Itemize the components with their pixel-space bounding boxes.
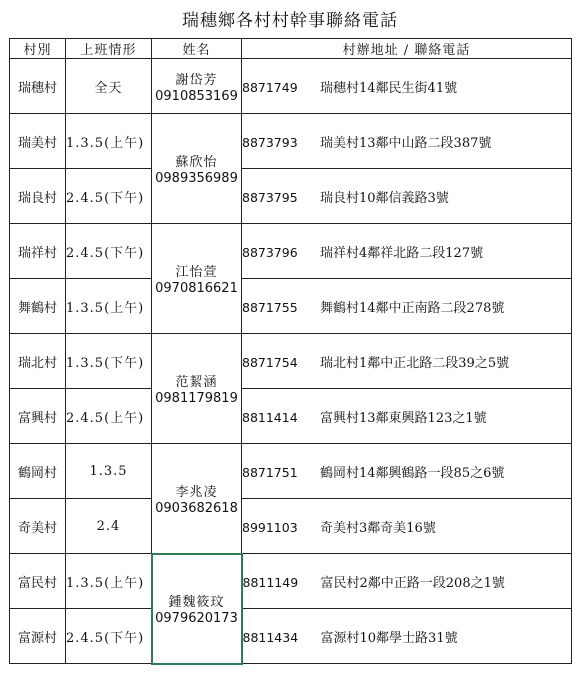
office-tel: 8873795	[242, 189, 298, 205]
schedule-cell[interactable]: 1.3.5(上午)	[66, 114, 152, 169]
office-address: 奇美村3鄰奇美16號	[320, 520, 436, 536]
schedule-cell[interactable]: 1.3.5	[66, 444, 152, 499]
contact-cell[interactable]	[242, 334, 572, 389]
office-address: 富興村13鄰東興路123之1號	[320, 410, 487, 426]
officer-phone: 0910853169	[155, 88, 238, 104]
contact-cell[interactable]	[242, 169, 572, 224]
village-cell[interactable]: 鶴岡村	[10, 444, 66, 499]
office-address: 瑞祥村4鄰祥北路二段127號	[320, 245, 484, 261]
office-address: 富源村10鄰學士路31號	[320, 630, 458, 646]
table-row	[10, 279, 572, 334]
table-row	[10, 169, 572, 224]
table-row	[10, 554, 572, 609]
header-row	[10, 39, 572, 59]
office-tel: 8871755	[242, 299, 298, 315]
office-address: 瑞北村1鄰中正北路二段39之5號	[320, 355, 510, 371]
officer-cell[interactable]	[152, 224, 242, 334]
schedule-cell[interactable]: 2.4.5(下午)	[66, 224, 152, 279]
contact-cell[interactable]	[242, 499, 572, 554]
office-address: 瑞良村10鄰信義路3號	[320, 190, 449, 206]
officer-cell[interactable]	[152, 444, 242, 554]
table-row	[10, 444, 572, 499]
village-cell[interactable]: 富民村	[10, 554, 66, 609]
office-tel: 8811414	[242, 409, 298, 425]
office-tel: 8811149	[242, 574, 299, 590]
village-cell[interactable]: 舞鶴村	[10, 279, 66, 334]
office-address: 舞鶴村14鄰中正南路二段278號	[320, 300, 505, 316]
village-cell[interactable]: 瑞北村	[10, 334, 66, 389]
table-row	[10, 334, 572, 389]
schedule-cell[interactable]: 2.4.5(上午)	[66, 389, 152, 444]
village-cell[interactable]: 瑞良村	[10, 169, 66, 224]
schedule-cell[interactable]: 1.3.5(下午)	[66, 334, 152, 389]
village-cell[interactable]: 富興村	[10, 389, 66, 444]
officer-name: 蘇欣怡	[175, 155, 218, 170]
officer-phone: 0989356989	[155, 171, 238, 186]
contact-cell[interactable]	[242, 554, 572, 609]
table-row	[10, 389, 572, 444]
table-row	[10, 224, 572, 279]
contact-cell[interactable]	[242, 59, 572, 114]
header-village[interactable]: 村別	[10, 39, 66, 59]
office-address: 鶴岡村14鄰興鶴路一段85之6號	[320, 465, 505, 481]
schedule-cell[interactable]: 2.4.5(下午)	[66, 169, 152, 224]
header-contact[interactable]: 村辦地址 / 聯絡電話	[242, 39, 572, 59]
contact-cell[interactable]	[242, 444, 572, 499]
officer-phone: 0979620173	[155, 611, 238, 626]
office-tel: 8871751	[242, 464, 298, 480]
office-tel: 8811434	[242, 629, 299, 645]
village-cell[interactable]: 奇美村	[10, 499, 66, 554]
officer-name: 謝岱芳	[175, 72, 218, 88]
office-tel: 8871754	[242, 354, 298, 370]
contact-cell[interactable]	[242, 279, 572, 334]
header-name[interactable]: 姓名	[152, 39, 242, 59]
schedule-cell[interactable]: 1.3.5(上午)	[66, 279, 152, 334]
table-row	[10, 114, 572, 169]
office-tel: 8991103	[242, 519, 298, 535]
village-cell[interactable]: 瑞穗村	[10, 59, 66, 114]
schedule-cell[interactable]: 1.3.5(上午)	[66, 554, 152, 609]
schedule-cell[interactable]: 2.4.5(下午)	[66, 609, 152, 664]
office-address: 瑞穗村14鄰民生街41號	[320, 80, 458, 96]
village-cell[interactable]: 瑞祥村	[10, 224, 66, 279]
table-row	[10, 499, 572, 554]
officer-name: 江怡萱	[175, 265, 218, 280]
office-tel: 8871749	[242, 79, 298, 95]
village-cell[interactable]: 瑞美村	[10, 114, 66, 169]
officer-name: 李兆凌	[175, 484, 218, 500]
contact-cell[interactable]	[242, 224, 572, 279]
schedule-cell[interactable]: 全天	[66, 59, 152, 114]
sheet-title: 瑞穗鄉各村村幹事聯絡電話	[182, 11, 398, 31]
officer-name: 范絜涵	[175, 375, 218, 390]
office-address: 瑞美村13鄰中山路二段387號	[320, 135, 492, 151]
office-address: 富民村2鄰中正路一段208之1號	[320, 575, 505, 591]
officer-name: 鍾魏筱玟	[168, 595, 225, 610]
table-row	[10, 59, 572, 114]
contact-table	[9, 38, 572, 665]
village-cell[interactable]: 富源村	[10, 609, 66, 664]
contact-cell[interactable]	[242, 609, 572, 664]
header-schedule[interactable]: 上班情形	[66, 39, 152, 59]
table-row	[10, 609, 572, 664]
schedule-cell[interactable]: 2.4	[66, 499, 152, 554]
officer-phone: 0903682618	[155, 500, 238, 516]
officer-cell[interactable]	[152, 114, 242, 224]
contact-cell[interactable]	[242, 114, 572, 169]
officer-cell[interactable]	[152, 59, 242, 114]
officer-phone: 0970816621	[155, 281, 238, 296]
office-tel: 8873796	[242, 244, 298, 260]
officer-phone: 0981179819	[155, 391, 238, 406]
officer-cell[interactable]	[152, 334, 242, 444]
office-tel: 8873793	[242, 134, 298, 150]
contact-cell[interactable]	[242, 389, 572, 444]
officer-cell-selected[interactable]	[152, 554, 242, 664]
